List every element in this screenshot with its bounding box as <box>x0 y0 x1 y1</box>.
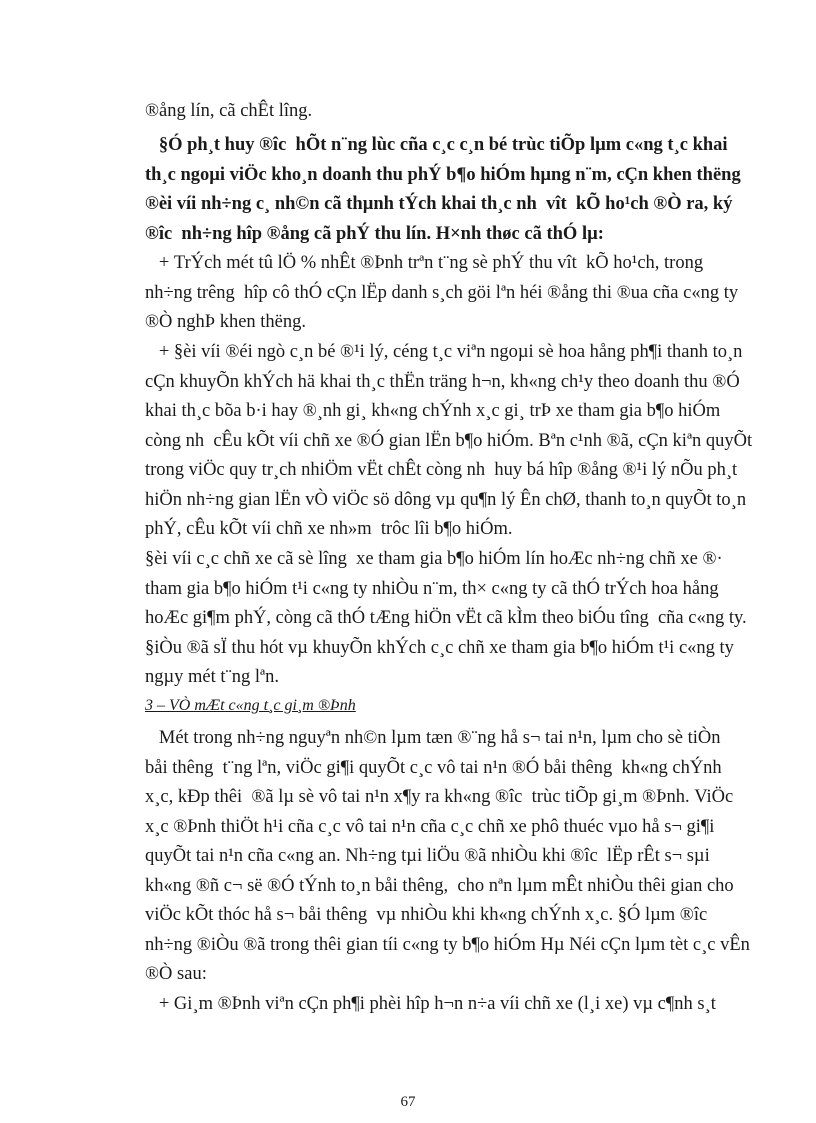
text-line: §èi víi c¸c chñ xe cã sè lîng xe tham gia b¶o hiÓm lín hoÆc nh÷ng chñ xe ®· <box>145 549 723 569</box>
paragraph-3 <box>145 249 761 338</box>
text-line: x¸c ®Þnh thiÖt h¹i cña c¸c vô tai n¹n cña c¸c chñ xe phô thuéc vµo hå s¬ gi¶i <box>145 816 715 837</box>
text-line: ngµy mét t¨ng lªn. <box>145 667 279 687</box>
text-line: tham gia b¶o hiÓm t¹i c«ng ty nhiÒu n¨m, th× c«ng ty cã thÓ trÝch hoa hång <box>145 578 719 599</box>
text-line: khai th¸c bõa b·i hay ®¸nh gi¸ kh«ng chÝnh x¸c gi¸ trÞ xe tham gia b¶o hiÓm <box>145 401 721 421</box>
paragraph-1 <box>145 97 761 127</box>
text-line: ®îc nh÷ng hîp ®ång cã phÝ thu lín. H×nh thøc cã thÓ lµ: <box>145 223 604 244</box>
text-line: Mét trong nh÷ng nguyªn nh©n lµm tæn ®¨ng hå s¬ tai n¹n, lµm cho sè tiÒn <box>145 728 721 748</box>
text-line: viÖc kÕt thóc hå s¬ båi thêng vµ nhiÒu khi kh«ng chÝnh x¸c. §Ó lµm ®îc <box>145 905 708 925</box>
paragraph-6 <box>145 724 761 1019</box>
text-line: nh÷ng ®iÒu ®ã trong thêi gian tíi c«ng ty b¶o hiÓm Hµ Néi cÇn lµm tèt c¸c vÊn <box>145 934 750 955</box>
text-line: quyÕt tai n¹n cña c«ng an. Nh÷ng tµi liÖu ®ã nhiÒu khi ®îc lËp rÊt s¬ sµi <box>145 846 710 866</box>
text-line: §Ó ph¸t huy ®îc hÕt n¨ng lùc cña c¸c c¸n bé trùc tiÕp lµm c«ng t¸c khai <box>145 135 728 155</box>
text-line: §iÒu ®ã sÏ thu hót vµ khuyÕn khÝch c¸c chñ xe tham gia b¶o hiÓm t¹i c«ng ty <box>145 637 734 658</box>
text-line: nh÷ng trêng hîp cô thÓ cÇn lËp danh s¸ch göi lªn héi ®ång thi ®ua cña c«ng ty <box>145 282 739 303</box>
text-line: ®ång lín, cã chÊt lîng. <box>145 101 313 121</box>
paragraph-4 <box>145 338 761 545</box>
text-line: båi thêng t¨ng lªn, viÖc gi¶i quyÕt c¸c vô tai n¹n ®Ó båi thêng kh«ng chÝnh <box>145 757 722 778</box>
text-line: phÝ, cÊu kÕt víi chñ xe nh»m trôc lîi b¶o hiÓm. <box>145 519 513 539</box>
text-line: ®Ò sau: <box>145 964 207 984</box>
text-line: còng nh cÊu kÕt víi chñ xe ®Ó gian lËn b¶o hiÓm. Bªn c¹nh ®ã, cÇn kiªn quyÕt <box>145 430 753 451</box>
text-line: th¸c ngoµi viÖc kho¸n doanh thu phÝ b¶o hiÓm hµng n¨m, cÇn khen thëng <box>145 164 741 185</box>
text-line: hiÖn nh÷ng gian lËn vÒ viÖc sö dông vµ qu¶n lý Ên chØ, thanh to¸n quyÕt to¸n <box>145 489 747 510</box>
text-line: x¸c, kÐp thêi ®ã lµ sè vô tai n¹n x¶y ra kh«ng ®îc trùc tiÕp gi¸m ®Þnh. ViÖc <box>145 787 734 807</box>
text-line: kh«ng ®ñ c¬ së ®Ó tÝnh to¸n båi thêng, cho nªn lµm mÊt nhiÒu thêi gian cho <box>145 875 734 896</box>
page-number: 67 <box>400 1094 416 1110</box>
text-line: ®Ò nghÞ khen thëng. <box>145 312 307 332</box>
text-line: hoÆc gi¶m phÝ, còng cã thÓ tÆng hiÖn vËt cã kÌm theo biÓu tîng cña c«ng ty. <box>145 608 747 628</box>
text-line: + §èi víi ®éi ngò c¸n bé ®¹i lý, céng t¸c viªn ngoµi sè hoa hång ph¶i thanh to¸n <box>145 342 743 362</box>
text-line: trong viÖc quy tr¸ch nhiÖm vËt chÊt còng nh huy bá hîp ®ång ®¹i lý nÕu ph¸t <box>145 460 738 480</box>
text-line: ®èi víi nh÷ng c¸ nh©n cã thµnh tÝch khai th¸c nh vît kÕ ho¹ch ®Ò ra, ký <box>145 194 733 214</box>
paragraph-5 <box>145 545 761 693</box>
section-heading: 3 – VÒ mÆt c«ng t¸c gi¸m ®Þnh <box>145 697 356 714</box>
text-line: + TrÝch mét tû lÖ % nhÊt ®Þnh trªn t¨ng sè phÝ thu vît kÕ ho¹ch, trong <box>145 253 704 273</box>
paragraph-2-bold <box>145 131 761 249</box>
text-line: + Gi¸m ®Þnh viªn cÇn ph¶i phèi hîp h¬n n÷a víi chñ xe (l¸i xe) vµ c¶nh s¸t <box>145 993 716 1014</box>
text-line: cÇn khuyÕn khÝch hä khai th¸c thËn träng h¬n, kh«ng ch¹y theo doanh thu ®Ó <box>145 371 740 392</box>
